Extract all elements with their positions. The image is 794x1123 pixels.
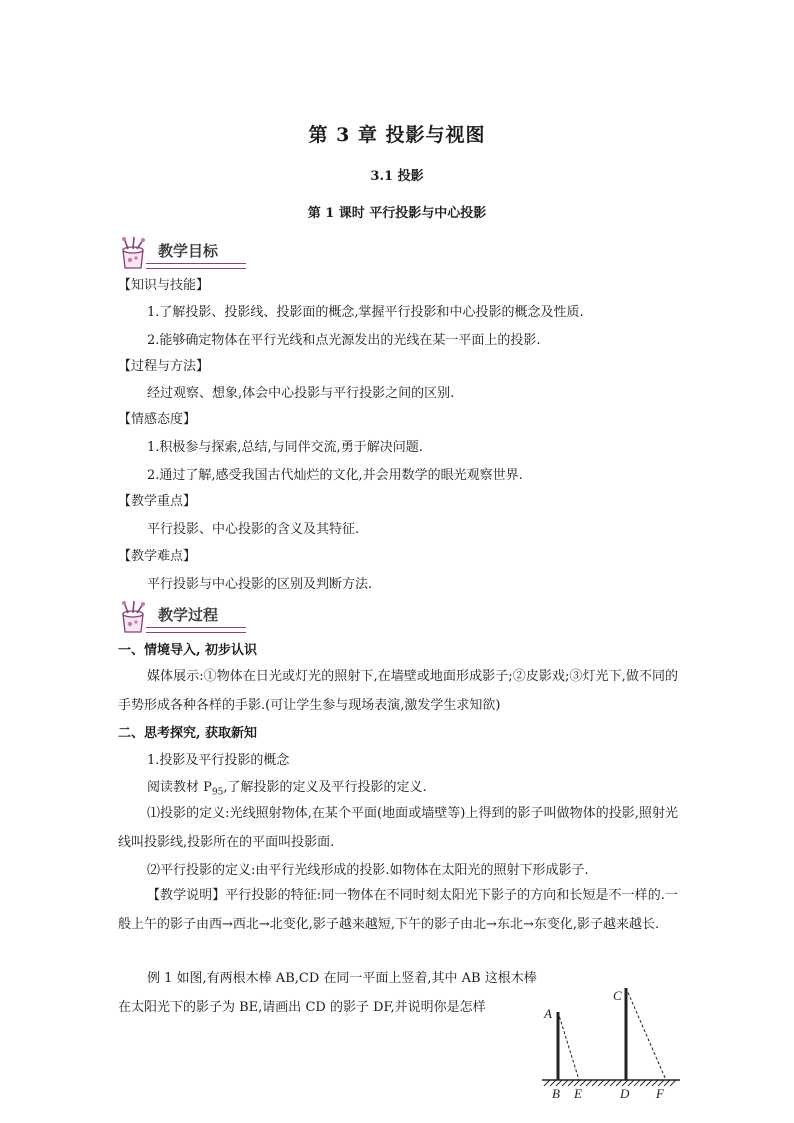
sun-ray-cf bbox=[626, 988, 666, 1080]
process-badge bbox=[116, 600, 246, 636]
sun-ray-ae bbox=[558, 1012, 579, 1080]
label-e: E bbox=[574, 1086, 582, 1100]
goals-badge-label: 教学目标 bbox=[158, 242, 219, 260]
section-title: 3.1 投影 bbox=[370, 169, 424, 184]
goals-badge bbox=[116, 236, 246, 272]
key-point-heading: 【教学重点】 bbox=[118, 494, 197, 509]
part2-heading: 二、思考探究, 获取新知 bbox=[118, 726, 258, 741]
chapter-title: 第 3 章 投影与视图 bbox=[308, 124, 486, 146]
label-c: C bbox=[613, 988, 622, 1003]
process-text: 经过观察、想象,体会中心投影与平行投影之间的区别. bbox=[147, 386, 455, 401]
key-point-text: 平行投影、中心投影的含义及其特征. bbox=[147, 522, 360, 537]
label-b: B bbox=[552, 1086, 560, 1100]
reading-prefix: 阅读教材 P bbox=[147, 780, 212, 795]
badge-underline bbox=[146, 263, 246, 269]
definition-projection: ⑴投影的定义:光线照射物体,在某个平面(地面或墙壁等)上得到的影子叫做物体的投影,照射光线叫投影线,投影所在的平面叫投影面. bbox=[118, 806, 678, 850]
knowledge-item-2: 2.能够确定物体在平行光线和点光源发出的光线在某一平面上的投影. bbox=[147, 333, 541, 348]
part1-heading: 一、情境导入, 初步认识 bbox=[118, 643, 258, 658]
difficulty-text: 平行投影与中心投影的区别及判断方法. bbox=[147, 577, 373, 592]
label-d: D bbox=[620, 1086, 630, 1100]
label-a: A bbox=[544, 1006, 552, 1021]
lesson-title: 第 1 课时 平行投影与中心投影 bbox=[307, 206, 487, 221]
label-f: F bbox=[656, 1086, 664, 1100]
teaching-note: 【教学说明】平行投影的特征:同一物体在不同时刻太阳光下影子的方向和长短是不一样的.一般上午的影子由西→西北→北变化,影子越来越短,下午的影子由北→东北→东变化,影子越来越长. bbox=[118, 888, 678, 932]
pencil-cup-icon bbox=[118, 236, 148, 270]
knowledge-item-1: 1.了解投影、投影线、投影面的概念,掌握平行投影和中心投影的概念及性质. bbox=[147, 305, 584, 320]
part1-text: 媒体展示:①物体在日光或灯光的照射下,在墙壁或地面形成影子;②皮影戏;③灯光下,做不同的手势形成各种各样的手影.(可让学生参与现场表演,激发学生求知欲) bbox=[118, 669, 678, 713]
process-heading: 【过程与方法】 bbox=[118, 359, 210, 374]
difficulty-heading: 【教学难点】 bbox=[118, 549, 197, 564]
reading-suffix: ,了解投影的定义及平行投影的定义. bbox=[223, 780, 427, 795]
shadow-figure bbox=[536, 970, 686, 1100]
badge-underline bbox=[146, 627, 246, 633]
attitude-heading: 【情感态度】 bbox=[118, 412, 197, 427]
knowledge-heading: 【知识与技能】 bbox=[118, 278, 210, 293]
reading-page: 95 bbox=[211, 787, 224, 798]
process-badge-label: 教学过程 bbox=[158, 606, 219, 624]
attitude-item-1: 1.积极参与探索,总结,与同伴交流,勇于解决问题. bbox=[147, 440, 423, 455]
pencil-cup-icon bbox=[118, 600, 148, 634]
example-1: 例 1 如图,有两根木棒 AB,CD 在同一平面上竖着,其中 AB 这根木棒在太阳光下的影子为 BE,请画出 CD 的影子 DF,并说明你是怎样 bbox=[118, 971, 537, 1015]
concept-title: 1.投影及平行投影的概念 bbox=[147, 753, 290, 768]
attitude-item-2: 2.通过了解,感受我国古代灿烂的文化,并会用数学的眼光观察世界. bbox=[147, 468, 523, 483]
definition-parallel: ⑵平行投影的定义:由平行光线形成的投影.如物体在太阳光的照射下形成影子. bbox=[147, 863, 589, 878]
